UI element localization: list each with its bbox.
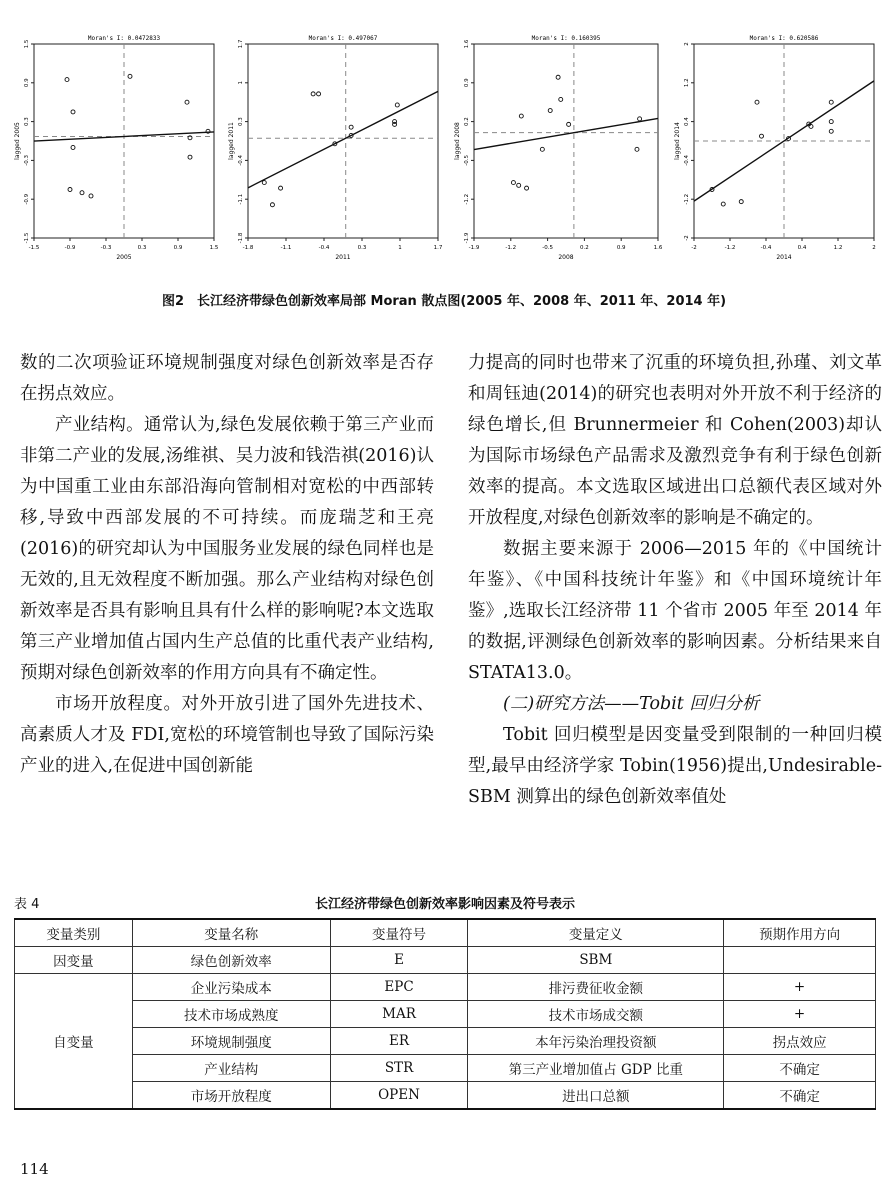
y-tick-label: 0.3 <box>24 117 30 126</box>
regression-line <box>474 118 658 149</box>
y-tick-label: 0.2 <box>464 117 470 126</box>
y-tick-label: 0.9 <box>24 78 30 88</box>
data-point <box>760 134 764 138</box>
cell-definition: SBM <box>468 947 724 974</box>
y-tick-label: 1.5 <box>24 39 30 49</box>
y-tick-label: 1.2 <box>684 78 690 88</box>
cell-name: 企业污染成本 <box>132 974 330 1001</box>
x-tick-label: 0.2 <box>580 245 589 251</box>
data-point <box>739 200 743 204</box>
variables-table <box>14 918 876 1110</box>
y-tick-label: -2 <box>684 235 690 241</box>
header-name: 变量名称 <box>132 919 330 947</box>
table-row <box>15 947 876 974</box>
y-tick-label: -0.5 <box>464 155 470 166</box>
x-tick-label: 1.6 <box>653 245 663 251</box>
x-tick-label: -0.4 <box>760 245 772 251</box>
x-tick-label: -0.5 <box>542 245 553 251</box>
header-definition: 变量定义 <box>468 919 724 947</box>
x-tick-label: -0.9 <box>64 245 76 251</box>
x-tick-label: 2 <box>872 245 876 251</box>
cell-direction: + <box>724 974 876 1001</box>
data-point <box>71 145 75 149</box>
data-point <box>525 186 529 190</box>
x-axis-label: 2008 <box>558 254 574 261</box>
cell-definition: 本年污染治理投资额 <box>468 1028 724 1055</box>
data-point <box>317 92 321 96</box>
cell-direction: 不确定 <box>724 1055 876 1082</box>
x-tick-label: -0.4 <box>318 245 330 251</box>
y-axis-label: lagged 2014 <box>674 122 681 160</box>
y-tick-label: -1.2 <box>684 193 690 205</box>
cell-name: 市场开放程度 <box>132 1082 330 1110</box>
cell-definition: 技术市场成交额 <box>468 1001 724 1028</box>
y-axis-label: lagged 2005 <box>14 122 21 160</box>
x-tick-label: 0.3 <box>137 245 147 251</box>
x-tick-label: -1.8 <box>242 245 254 251</box>
cell-name: 绿色创新效率 <box>132 947 330 974</box>
cell-definition: 排污费征收金额 <box>468 974 724 1001</box>
cell-symbol: E <box>330 947 468 974</box>
cell-category: 自变量 <box>15 974 133 1110</box>
data-point <box>393 122 397 126</box>
table-header-row <box>15 919 876 947</box>
table-row <box>15 1082 876 1110</box>
moran-scatter-2011 <box>226 30 444 266</box>
cell-name: 环境规制强度 <box>132 1028 330 1055</box>
x-tick-label: 0.9 <box>616 245 626 251</box>
x-tick-label: 1 <box>398 245 402 251</box>
moran-i-label: Moran's I: 0.0472833 <box>87 35 161 42</box>
data-point <box>829 129 833 133</box>
cell-symbol: EPC <box>330 974 468 1001</box>
cell-direction: 拐点效应 <box>724 1028 876 1055</box>
y-tick-label: 1.7 <box>238 39 244 49</box>
cell-name: 技术市场成熟度 <box>132 1001 330 1028</box>
data-point <box>559 97 563 101</box>
table-title: 长江经济带绿色创新效率影响因素及符号表示 <box>314 897 575 912</box>
data-point <box>556 75 560 79</box>
data-point <box>540 147 544 151</box>
y-tick-label: 1.6 <box>464 39 470 49</box>
x-tick-label: 0.3 <box>357 245 367 251</box>
y-tick-label: 0.3 <box>238 117 244 126</box>
cell-symbol: ER <box>330 1028 468 1055</box>
plot-frame <box>474 44 658 238</box>
x-tick-label: 0.4 <box>797 245 807 251</box>
paragraph: 力提高的同时也带来了沉重的环境负担,孙瑾、刘文革和周钰迪(2014)的研究也表明对外开放不利于经济的绿色增长,但 Brunnermeier 和 Cohen(2003)却认为国际市场绿色产品需求及激烈竞争有利于绿色创新效率的提高。本文选取区域进出口总额代表区域对外开放程度,对绿色创新效率的影响是不确定的。 <box>468 353 882 528</box>
y-tick-label: -1.9 <box>464 232 470 244</box>
y-axis-label: lagged 2011 <box>228 122 235 160</box>
y-tick-label: -1.8 <box>238 232 244 244</box>
moran-scatter-2008 <box>452 30 664 266</box>
moran-i-label: Moran's I: 0.620586 <box>749 35 819 42</box>
data-point <box>65 78 69 82</box>
cell-definition: 进出口总额 <box>468 1082 724 1110</box>
body-column-left <box>20 348 434 782</box>
x-tick-label: -1.1 <box>280 245 292 251</box>
data-point <box>638 117 642 121</box>
table-heading <box>14 893 876 913</box>
data-point <box>809 124 813 128</box>
x-tick-label: -1.5 <box>28 245 40 251</box>
table-row <box>15 1028 876 1055</box>
figure-caption: 图2 长江经济带绿色创新效率局部 Moran 散点图(2005 年、2008 年、2011 年、2014 年) <box>161 294 727 309</box>
cell-symbol: MAR <box>330 1001 468 1028</box>
x-tick-label: -1.2 <box>505 245 517 251</box>
data-point <box>511 181 515 185</box>
x-tick-label: 1.5 <box>209 245 219 251</box>
cell-direction <box>724 947 876 974</box>
data-point <box>262 181 266 185</box>
cell-direction: 不确定 <box>724 1082 876 1110</box>
table-number: 表 4 <box>14 897 40 912</box>
body-column-right <box>468 348 882 813</box>
y-tick-label: -0.4 <box>684 155 690 166</box>
page-number: 114 <box>20 1160 49 1178</box>
moran-i-label: Moran's I: 0.497067 <box>308 35 378 42</box>
x-tick-label: -2 <box>691 245 697 251</box>
table-row <box>15 1055 876 1082</box>
y-tick-label: -1.5 <box>24 232 30 244</box>
x-tick-label: -1.2 <box>724 245 736 251</box>
section-heading: (二)研究方法——Tobit 回归分析 <box>503 694 760 714</box>
data-point <box>395 103 399 107</box>
table-row <box>15 974 876 1001</box>
table-row <box>15 1001 876 1028</box>
y-tick-label: -0.9 <box>24 193 30 205</box>
paragraph: 数的二次项验证环境规制强度对绿色创新效率是否存在拐点效应。 <box>20 353 434 404</box>
data-point <box>311 92 315 96</box>
x-axis-label: 2005 <box>116 254 132 261</box>
cell-direction: + <box>724 1001 876 1028</box>
paragraph: 市场开放程度。对外开放引进了国外先进技术、高素质人才及 FDI,宽松的环境管制也导致了国际污染产业的进入,在促进中国创新能 <box>20 694 434 776</box>
data-point <box>755 100 759 104</box>
data-point <box>548 109 552 113</box>
y-tick-label: 2 <box>684 42 690 46</box>
x-tick-label: 0.9 <box>173 245 183 251</box>
data-point <box>89 194 93 198</box>
moran-scatter-figure <box>12 30 880 266</box>
x-axis-label: 2014 <box>776 254 792 261</box>
moran-scatter-2005 <box>12 30 220 266</box>
y-axis-label: lagged 2008 <box>454 122 461 160</box>
data-point <box>80 191 84 195</box>
y-tick-label: 1 <box>238 81 244 85</box>
data-point <box>349 125 353 129</box>
paragraph: Tobit 回归模型是因变量受到限制的一种回归模型,最早由经济学家 Tobin(1956)提出,Undesirable-SBM 测算出的绿色创新效率值处 <box>468 725 882 807</box>
moran-scatter-2014 <box>672 30 880 266</box>
data-point <box>188 155 192 159</box>
data-point <box>519 114 523 118</box>
data-point <box>517 183 521 187</box>
data-point <box>829 120 833 124</box>
data-point <box>71 110 75 114</box>
y-tick-label: -1.2 <box>464 193 470 205</box>
data-point <box>829 100 833 104</box>
cell-category: 因变量 <box>15 947 133 974</box>
data-point <box>635 147 639 151</box>
cell-definition: 第三产业增加值占 GDP 比重 <box>468 1055 724 1082</box>
cell-name: 产业结构 <box>132 1055 330 1082</box>
regression-line <box>248 91 438 187</box>
data-point <box>128 74 132 78</box>
cell-symbol: STR <box>330 1055 468 1082</box>
y-tick-label: -0.4 <box>238 155 244 166</box>
x-tick-label: -1.9 <box>468 245 480 251</box>
data-point <box>721 202 725 206</box>
data-point <box>279 186 283 190</box>
x-tick-label: 1.2 <box>833 245 843 251</box>
cell-symbol: OPEN <box>330 1082 468 1110</box>
y-tick-label: -1.1 <box>238 193 244 205</box>
x-tick-label: 1.7 <box>433 245 443 251</box>
data-point <box>270 203 274 207</box>
y-tick-label: 0.4 <box>684 117 690 126</box>
data-point <box>185 100 189 104</box>
x-axis-label: 2011 <box>335 254 351 261</box>
paragraph: 数据主要来源于 2006—2015 年的《中国统计年鉴》、《中国科技统计年鉴》和《中国环境统计年鉴》,选取长江经济带 11 个省市 2005 年至 2014 年的数据,评测绿色创新效率的影响因素。分析结果来自 STATA13.0。 <box>468 539 882 683</box>
header-direction: 预期作用方向 <box>724 919 876 947</box>
data-point <box>68 188 72 192</box>
y-tick-label: -0.3 <box>24 155 30 166</box>
header-category: 变量类别 <box>15 919 133 947</box>
moran-i-label: Moran's I: 0.160395 <box>531 35 601 42</box>
paragraph: 产业结构。通常认为,绿色发展依赖于第三产业而非第二产业的发展,汤维祺、吴力波和钱浩祺(2016)认为中国重工业由东部沿海向管制相对宽松的中西部转移,导致中西部发展的不可持续。而庞瑞芝和王亮(2016)的研究却认为中国服务业发展的绿色同样也是无效的,且无效程度不断加强。那么产业结构对绿色创新效率是否具有影响且具有什么样的影响呢?本文选取第三产业增加值占国内生产总值的比重代表产业结构,预期对绿色创新效率的作用方向具有不确定性。 <box>20 415 434 683</box>
header-symbol: 变量符号 <box>330 919 468 947</box>
x-tick-label: -0.3 <box>100 245 112 251</box>
data-point <box>567 122 571 126</box>
y-tick-label: 0.9 <box>464 78 470 88</box>
plot-frame <box>248 44 438 238</box>
